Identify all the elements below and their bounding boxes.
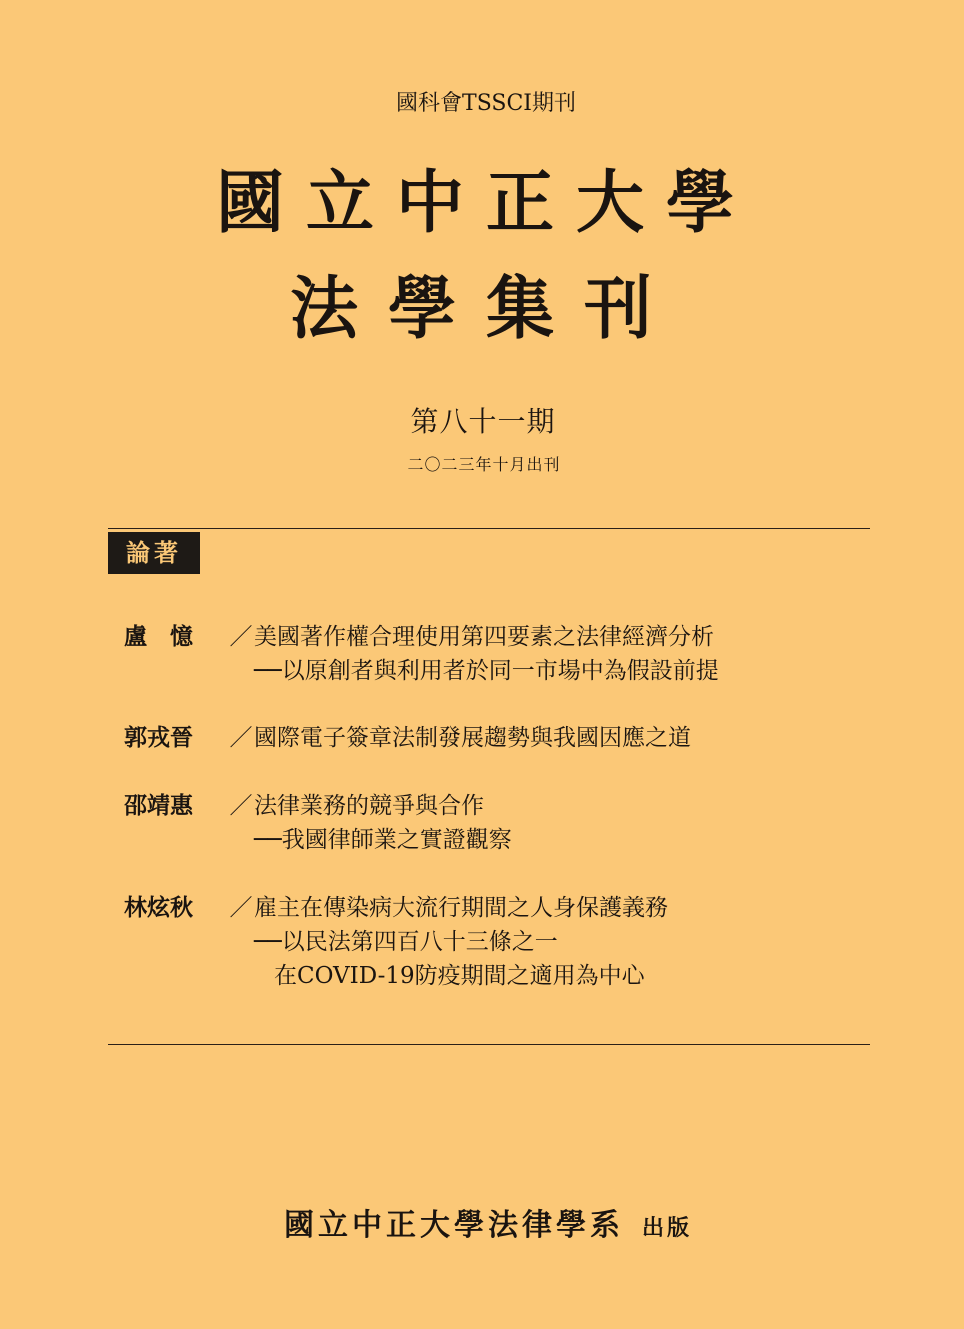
journal-title-line-1: 國立中正大學 (215, 164, 756, 243)
separator: ／ (229, 725, 253, 751)
article-entry (124, 789, 512, 857)
journal-title-line-2: 法學集刊 (289, 270, 682, 349)
article-entry (124, 620, 719, 688)
publication-date: 二〇二三年十月出刊 (407, 455, 561, 474)
publisher-suffix: 出版 (642, 1216, 693, 1241)
article-author: 林炫秋 (124, 895, 193, 921)
article-author: 盧 憶 (124, 624, 193, 650)
top-divider (108, 528, 870, 529)
article-subtitle: ──我國律師業之實證觀察 (254, 827, 512, 853)
publisher (284, 1200, 692, 1244)
section-label: 論著 (108, 532, 200, 574)
separator: ／ (229, 895, 253, 921)
article-title: 美國著作權合理使用第四要素之法律經濟分析 (254, 624, 714, 650)
bottom-divider (108, 1044, 870, 1045)
article-author: 郭戎晉 (124, 725, 193, 751)
article-entry (124, 721, 691, 755)
article-subtitle: ──以民法第四百八十三條之一 (254, 929, 558, 955)
series-tag: 國科會TSSCI期刊 (396, 91, 576, 116)
issue-number: 第八十一期 (410, 405, 556, 438)
separator: ／ (229, 793, 253, 819)
article-title: 法律業務的競爭與合作 (254, 793, 484, 819)
article-title: 國際電子簽章法制發展趨勢與我國因應之道 (254, 725, 691, 751)
separator: ／ (229, 624, 253, 650)
publisher-name: 國立中正大學法律學系 (284, 1208, 624, 1243)
article-subtitle-continued: 在COVID-19防疫期間之適用為中心 (274, 963, 645, 989)
article-title: 雇主在傳染病大流行期間之人身保護義務 (254, 895, 668, 921)
article-subtitle: ──以原創者與利用者於同一市場中為假設前提 (254, 658, 719, 684)
article-author: 邵靖惠 (124, 793, 193, 819)
article-entry (124, 891, 668, 993)
